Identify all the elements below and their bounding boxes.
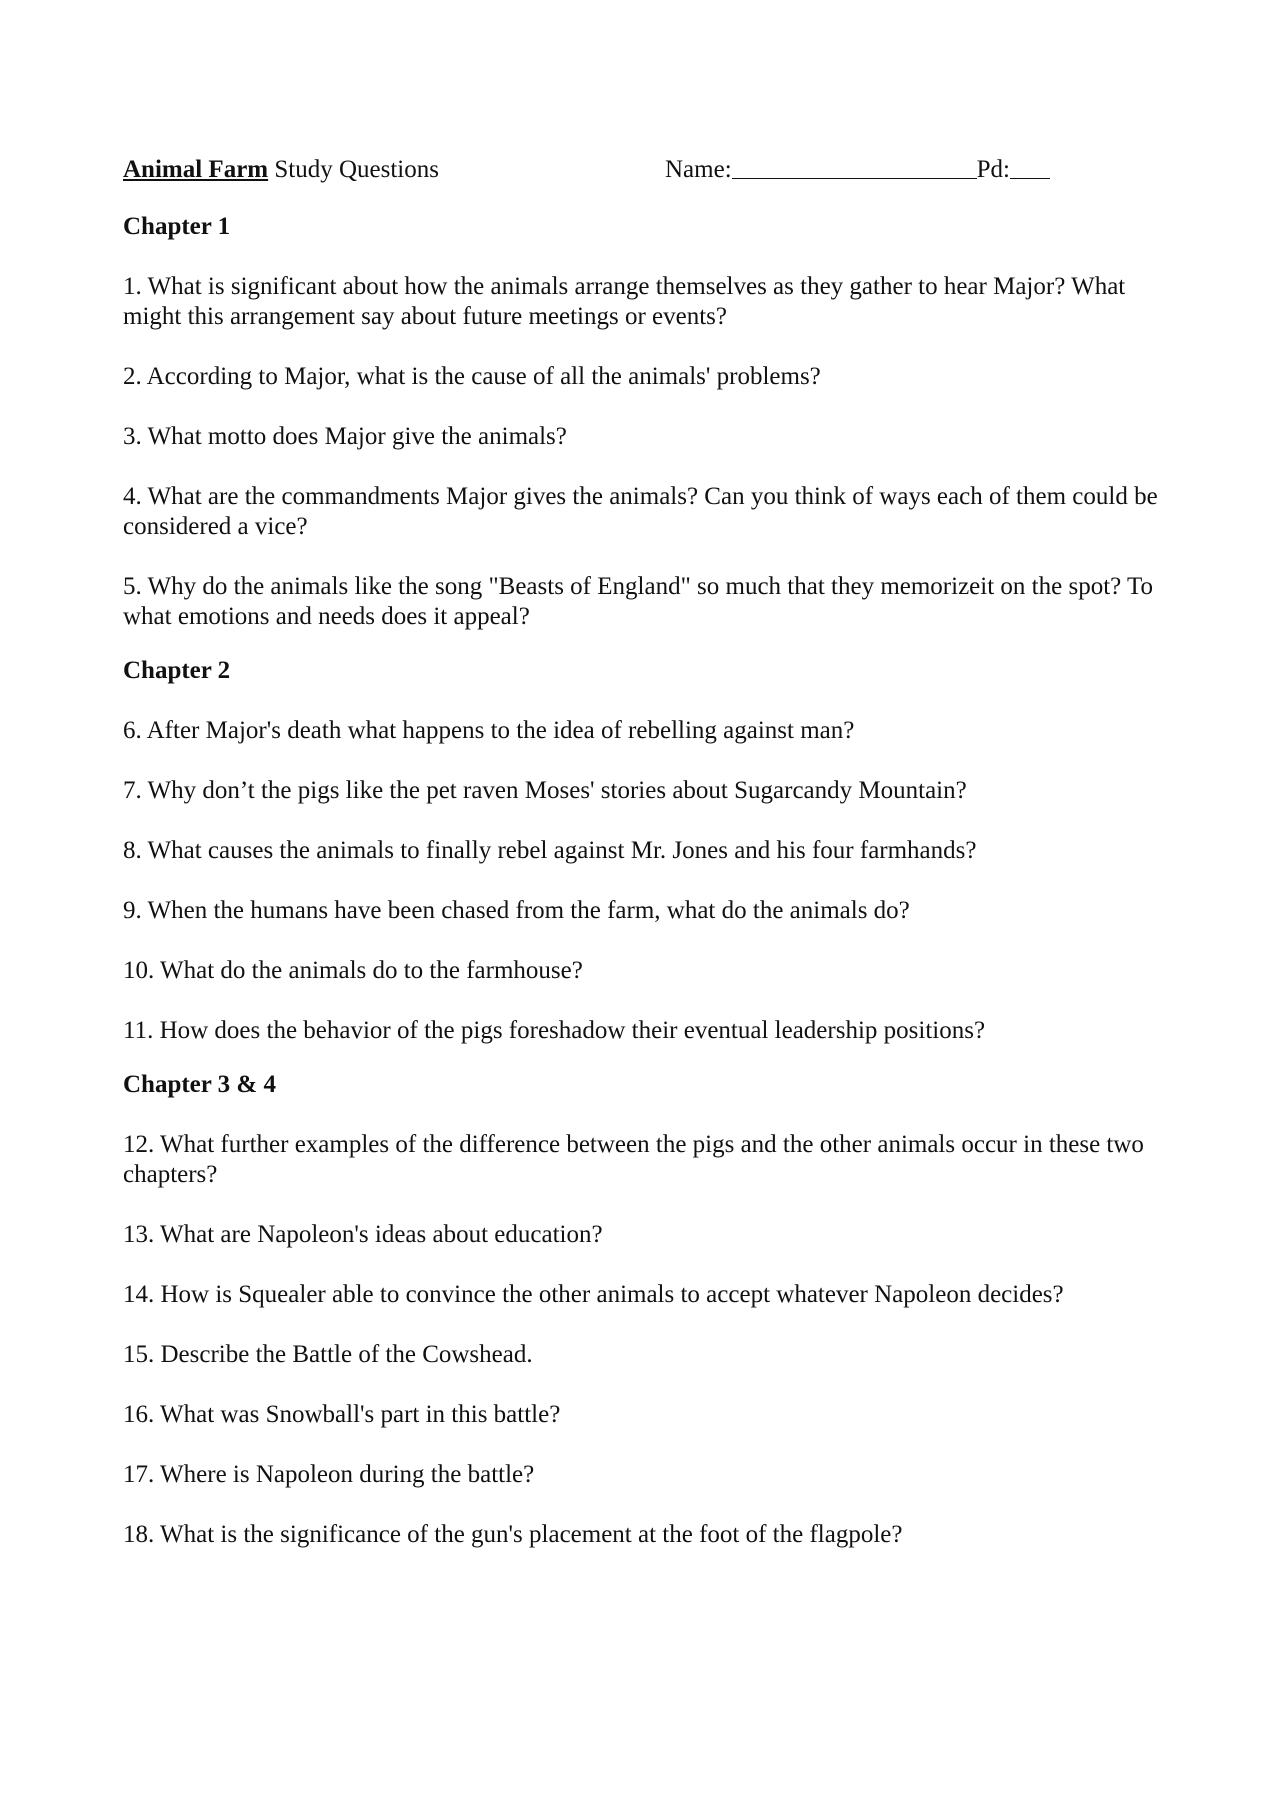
question-8: 8. What causes the animals to finally rebel against Mr. Jones and his four farmhands? <box>123 837 977 864</box>
question-1: 1. What is significant about how the animals arrange themselves as they gather to hear Major? What might this arrangement say about future meetings or events? <box>123 273 1126 330</box>
chapter-heading: Chapter 1 <box>123 213 231 240</box>
question-18: 18. What is the significance of the gun's placement at the foot of the flagpole? <box>123 1521 903 1548</box>
title <box>123 156 439 183</box>
question-3: 3. What motto does Major give the animals? <box>123 423 567 450</box>
section-chapter-3-4 <box>123 1070 1163 1550</box>
pd-blank[interactable] <box>1010 154 1050 179</box>
worksheet-header <box>123 152 1163 188</box>
question-11: 11. How does the behavior of the pigs foreshadow their eventual leadership positions? <box>123 1017 986 1044</box>
section-chapter-1 <box>123 212 1163 632</box>
question-16: 16. What was Snowball's part in this battle? <box>123 1401 561 1428</box>
question-5: 5. Why do the animals like the song "Beasts of England" so much that they memorizeit on the spot? To what emotions and needs does it appeal? <box>123 573 1154 630</box>
question-10: 10. What do the animals do to the farmhouse? <box>123 957 583 984</box>
chapter-heading: Chapter 2 <box>123 657 231 684</box>
name-pd-block <box>665 152 1050 188</box>
question-6: 6. After Major's death what happens to the idea of rebelling against man? <box>123 717 855 744</box>
question-14: 14. How is Squealer able to convince the other animals to accept whatever Napoleon decides? <box>123 1281 1064 1308</box>
pd-label: Pd: <box>976 156 1010 183</box>
question-2: 2. According to Major, what is the cause of all the animals' problems? <box>123 363 821 390</box>
question-15: 15. Describe the Battle of the Cowshead. <box>123 1341 533 1368</box>
question-12: 12. What further examples of the difference between the pigs and the other animals occur in these two chapters? <box>123 1131 1144 1188</box>
question-9: 9. When the humans have been chased from the farm, what do the animals do? <box>123 897 910 924</box>
worksheet-page <box>123 152 1163 1550</box>
question-4: 4. What are the commandments Major gives the animals? Can you think of ways each of them could be considered a vice? <box>123 483 1158 540</box>
name-blank[interactable] <box>732 154 977 179</box>
question-13: 13. What are Napoleon's ideas about education? <box>123 1221 603 1248</box>
title-suffix: Study Questions <box>268 156 439 183</box>
title-book-name: Animal Farm <box>123 156 269 183</box>
chapter-heading: Chapter 3 & 4 <box>123 1071 277 1098</box>
question-7: 7. Why don’t the pigs like the pet raven Moses' stories about Sugarcandy Mountain? <box>123 777 967 804</box>
name-label: Name: <box>665 156 732 183</box>
question-17: 17. Where is Napoleon during the battle? <box>123 1461 535 1488</box>
section-chapter-2 <box>123 656 1163 1046</box>
